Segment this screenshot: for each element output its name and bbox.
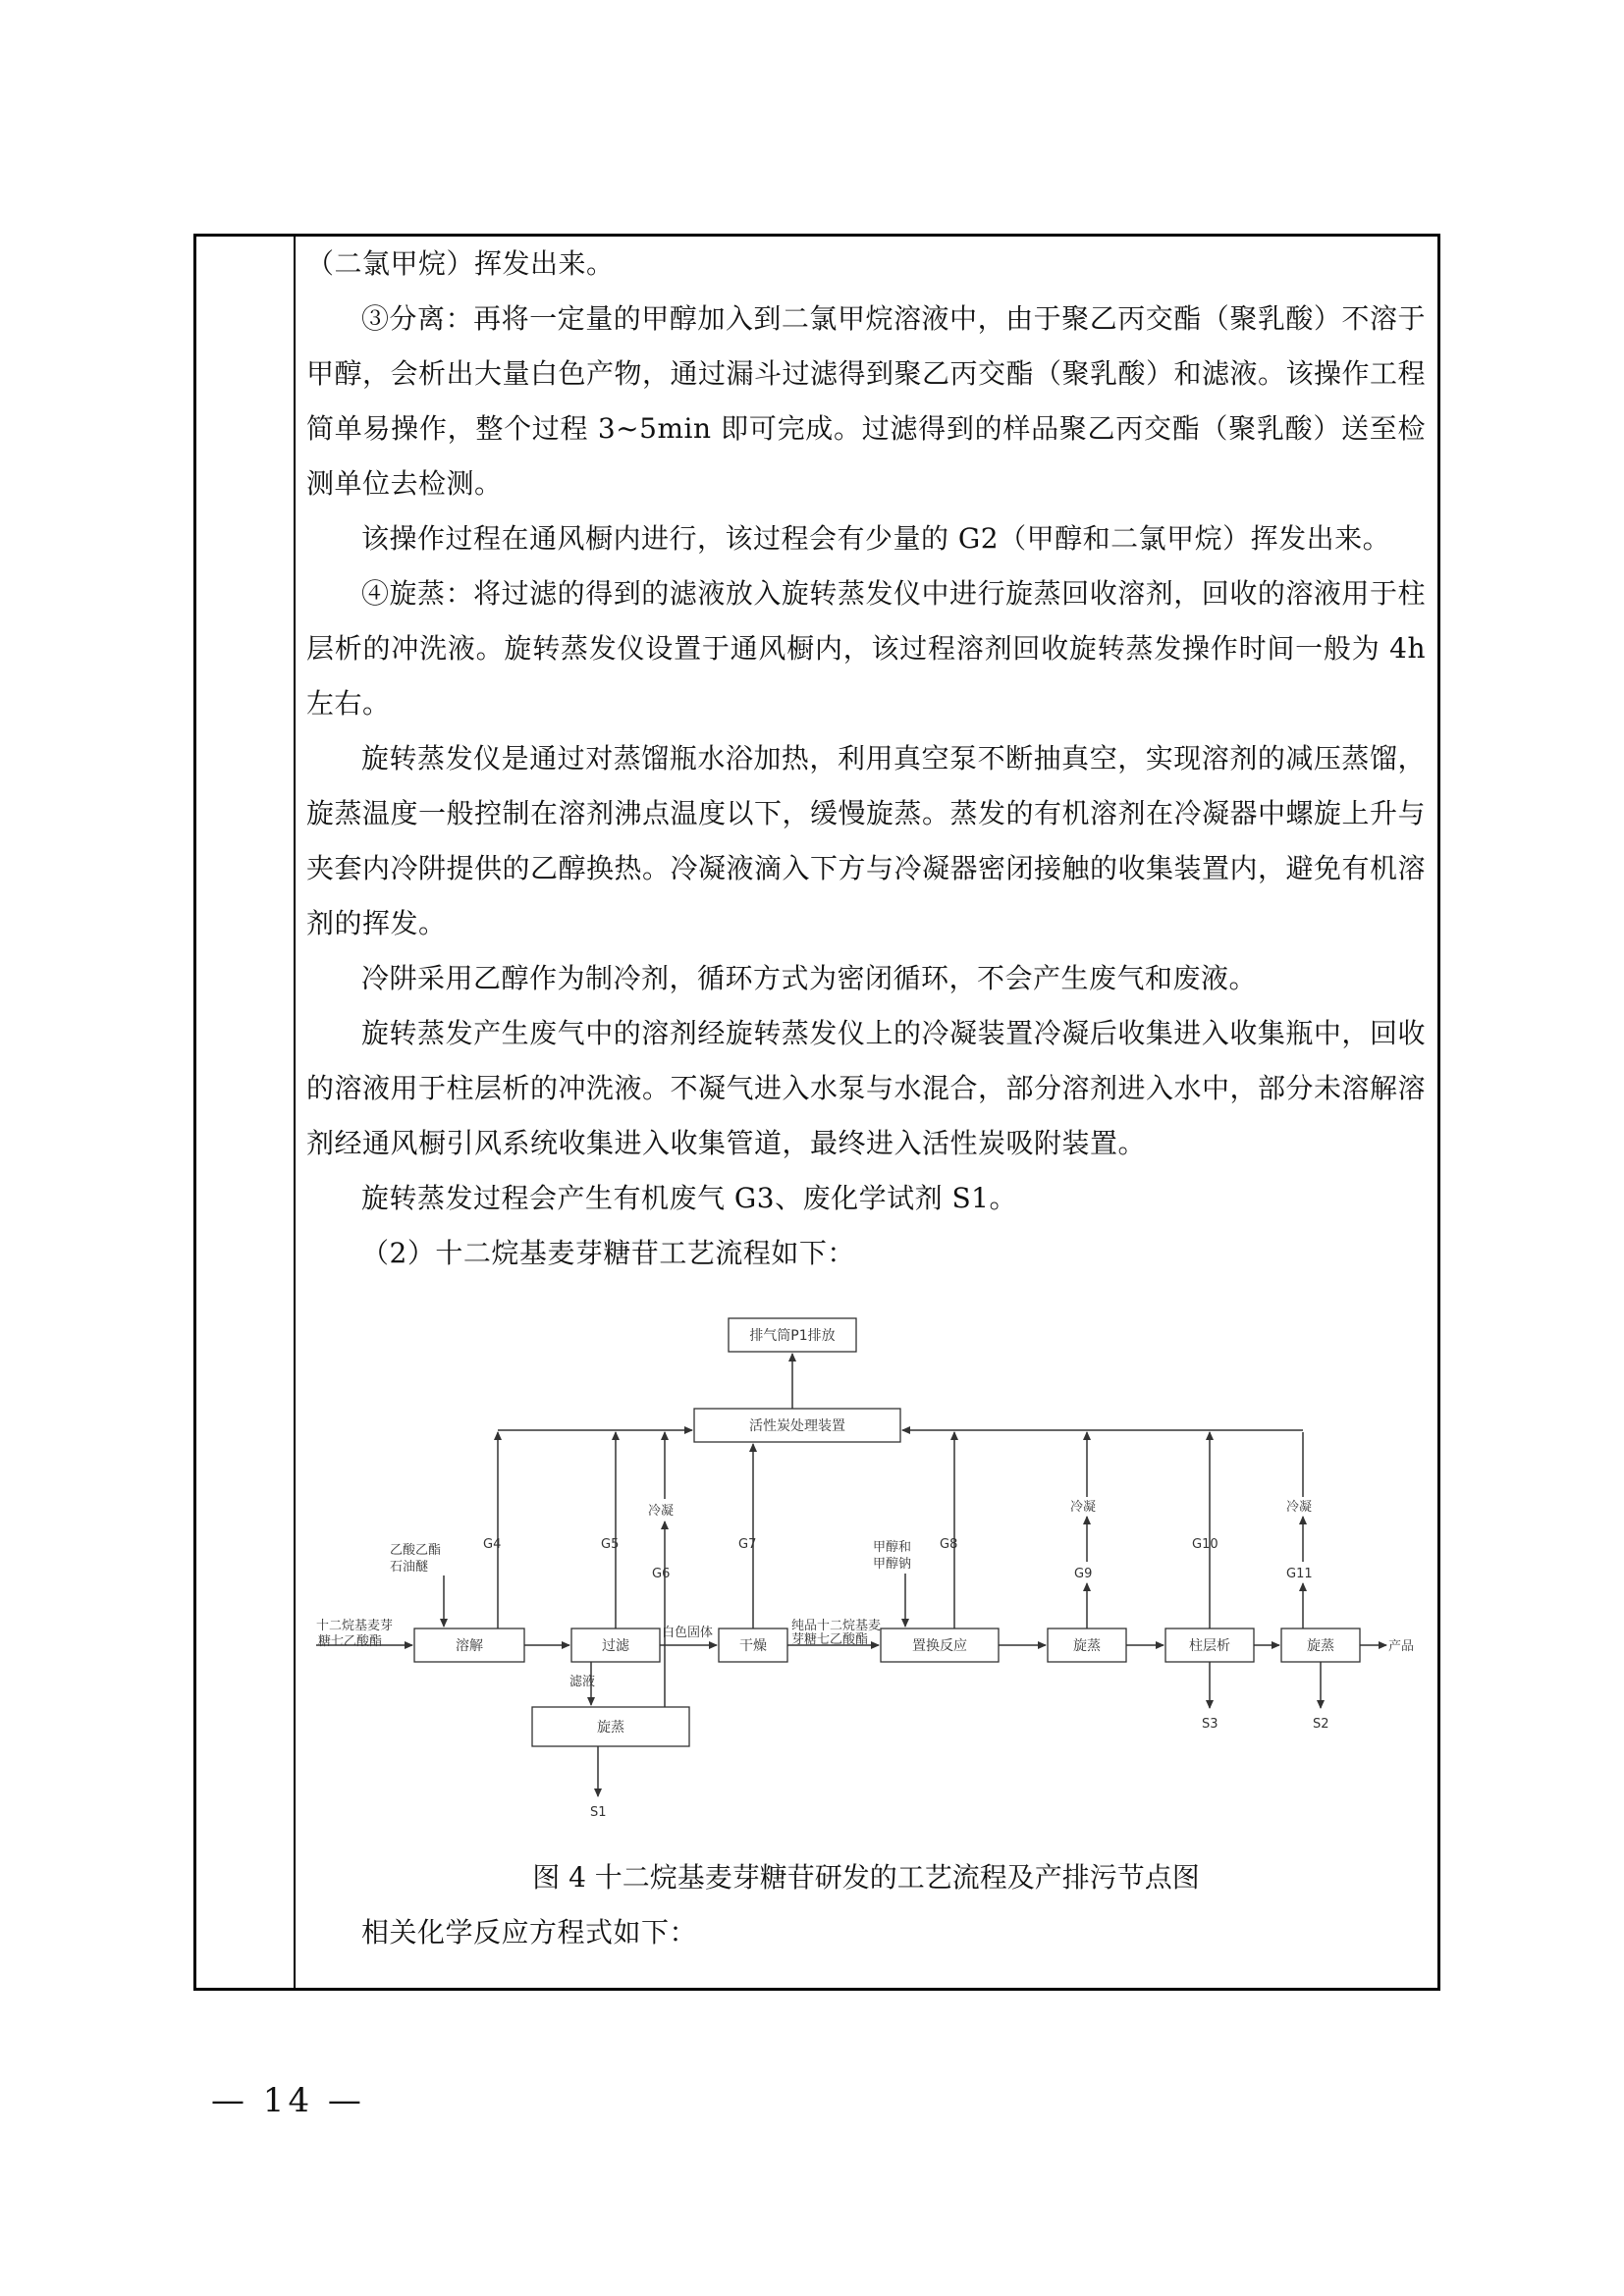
step-rotovap-2-label: 旋蒸 [1307,1638,1334,1654]
step-column-label: 柱层析 [1189,1638,1230,1654]
condense-2-label: 冷凝 [1070,1500,1097,1515]
paragraph-0: （二氯甲烷）挥发出来。 [306,247,615,280]
reagent-2-label-a: 甲醇和 [873,1540,912,1555]
figure-caption: 图 4 十二烷基麦芽糖苷研发的工艺流程及产排污节点图 [532,1861,1200,1894]
g6-label: G6 [652,1567,671,1581]
reagent-1-label-b: 石油醚 [390,1560,429,1575]
g9-label: G9 [1074,1567,1093,1581]
carbon-adsorber-label: 活性炭处理装置 [749,1418,845,1434]
pure-label-1: 纯品十二烷基麦 [791,1619,882,1633]
paragraph-5: 冷阱采用乙醇作为制冷剂，循环方式为密闭循环，不会产生废气和废液。 [361,962,1258,994]
paragraph-6: 旋转蒸发产生废气中的溶剂经旋转蒸发仪上的冷凝装置冷凝后收集进入收集瓶中，回收的溶液用于柱层析的冲洗液。不凝气进入水泵与水混合，部分溶剂进入水中，部分未溶解溶剂经通风橱引风系统收集进入收集管道，最终进入活性炭吸附装置。 [306,1017,1427,1159]
s1-label: S1 [590,1805,607,1820]
g7-label: G7 [738,1537,757,1552]
g8-label: G8 [940,1537,958,1552]
after-caption: 相关化学反应方程式如下： [361,1916,698,1949]
paragraph-8: （2）十二烷基麦芽糖苷工艺流程如下： [361,1237,855,1269]
g4-label: G4 [483,1537,502,1552]
step-replacement-label: 置换反应 [912,1638,967,1654]
condense-1-label: 冷凝 [648,1504,675,1519]
condense-3-label: 冷凝 [1286,1500,1313,1515]
paragraph-1: ③分离：再将一定量的甲醇加入到二氯甲烷溶液中，由于聚乙丙交酯（聚乳酸）不溶于甲醇，会析出大量白色产物，通过漏斗过滤得到聚乙丙交酯（聚乳酸）和滤液。该操作工程简单易操作，整个过程 3~5min 即可完成。过滤得到的样品聚乙丙交酯（聚乳酸）送至检测单位去检测。 [306,302,1427,500]
product-label: 产品 [1388,1639,1415,1654]
step-rotovap-1-label: 旋蒸 [1073,1638,1101,1654]
step-dry-label: 干燥 [739,1638,767,1654]
input-label: 十二烷基麦芽 [316,1619,394,1633]
g10-label: G10 [1192,1537,1218,1552]
g5-label: G5 [601,1537,620,1552]
step-dissolve-label: 溶解 [456,1638,483,1654]
content-frame [193,234,1440,1991]
column-divider [294,237,296,1988]
reagent-1-label-a: 乙酸乙酯 [390,1543,442,1558]
g11-label: G11 [1286,1567,1313,1581]
reagent-2-label-b: 甲醇钠 [873,1557,912,1572]
step-filter-label: 过滤 [602,1638,629,1654]
paragraph-7: 旋转蒸发过程会产生有机废气 G3、废化学试剂 S1。 [361,1182,1017,1214]
white-solid-label: 白色固体 [662,1626,714,1640]
exhaust-stack-label: 排气筒P1排放 [749,1328,836,1344]
content-column [306,237,1426,1960]
s3-label: S3 [1202,1717,1218,1732]
paragraph-3: ④旋蒸：将过滤的得到的滤液放入旋转蒸发仪中进行旋蒸回收溶剂，回收的溶液用于柱层析的冲洗液。旋转蒸发仪设置于通风橱内，该过程溶剂回收旋转蒸发操作时间一般为 4h 左右。 [306,577,1426,720]
paragraph-4: 旋转蒸发仪是通过对蒸馏瓶水浴加热，利用真空泵不断抽真空，实现溶剂的减压蒸馏，旋蒸温度一般控制在溶剂沸点温度以下，缓慢旋蒸。蒸发的有机溶剂在冷凝器中螺旋上升与夹套内冷阱提供的乙醇换热。冷凝液滴入下方与冷凝器密闭接触的收集装置内，避免有机溶剂的挥发。 [306,742,1427,939]
s2-label: S2 [1313,1717,1329,1732]
paragraph-2: 该操作过程在通风橱内进行，该过程会有少量的 G2（甲醇和二氯甲烷）挥发出来。 [361,522,1391,555]
process-flow-diagram [306,1281,1426,1850]
rotovap-label: 旋蒸 [597,1720,624,1735]
page-number: — 14 — [211,2081,365,2120]
filtrate-label: 滤液 [569,1675,596,1689]
input-label-2: 糖七乙酸酯 [318,1634,383,1649]
pure-label-2: 芽糖七乙酸酯 [791,1632,869,1647]
flow-svg [306,1281,1426,1850]
